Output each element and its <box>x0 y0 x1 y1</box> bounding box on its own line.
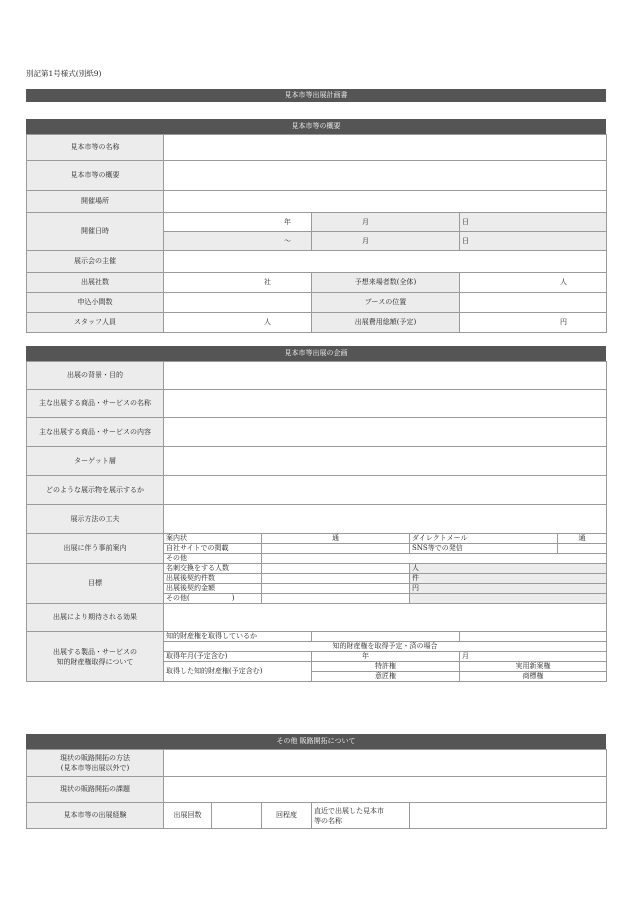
design-checkbox[interactable]: 意匠権 <box>312 672 460 682</box>
ip-has-label: 知的財産権を取得しているか <box>164 632 312 642</box>
cards-field[interactable] <box>262 564 410 574</box>
name-field[interactable] <box>164 135 607 161</box>
goal-other-blank <box>410 594 607 604</box>
recent-label <box>312 803 410 829</box>
direct-mail-unit: 通 <box>578 534 586 542</box>
exhibits-label: どのような展示物を展示するか <box>27 476 164 505</box>
ip-has-field[interactable] <box>312 632 460 642</box>
direct-mail-field[interactable] <box>558 534 607 544</box>
current-method-label <box>27 750 164 777</box>
day-unit-2: 日 <box>462 236 469 245</box>
issues-label: 現状の販路開拓の課題 <box>27 777 164 803</box>
venue-label: 開催場所 <box>27 191 164 213</box>
visitors-unit: 人 <box>560 278 567 286</box>
contracts-label: 出展後契約件数 <box>164 574 262 584</box>
venue-field[interactable] <box>164 191 607 213</box>
exhibitors-field[interactable] <box>164 273 312 293</box>
recent-field[interactable] <box>410 803 607 829</box>
name-label: 見本市等の名称 <box>27 135 164 161</box>
end-day[interactable] <box>460 232 607 251</box>
booths-field[interactable] <box>164 293 312 313</box>
experience-label: 見本市等の出展経験 <box>27 803 164 829</box>
cards-label: 名刺交換をする人数 <box>164 564 262 574</box>
amount-label: 出展後契約金額 <box>164 584 262 594</box>
website-field[interactable] <box>262 544 410 554</box>
exhibits-field[interactable] <box>164 476 607 505</box>
booth-position-field[interactable] <box>460 293 607 313</box>
other-section <box>26 734 606 829</box>
page-title: 見本市等出展計画書 <box>26 89 606 102</box>
notice-label: 出展に伴う事前案内 <box>27 534 164 564</box>
issues-field[interactable] <box>164 777 607 803</box>
display-method-label: 展示方法の工夫 <box>27 505 164 534</box>
background-label: 出展の背景・目的 <box>27 362 164 390</box>
tilde: 〜 <box>284 236 291 245</box>
main-products-name-label: 主な出展する商品・サービスの名称 <box>27 390 164 418</box>
display-method-field[interactable] <box>164 505 607 534</box>
ip-year-field[interactable] <box>312 652 460 662</box>
sns-field[interactable] <box>558 544 607 554</box>
end-month[interactable] <box>312 232 460 251</box>
start-month[interactable] <box>312 213 460 232</box>
staff-label: スタッフ人員 <box>27 313 164 333</box>
invitation-label: 案内状 <box>164 534 262 544</box>
recent-line-1: 直近で出展した見本市 <box>314 806 384 815</box>
count-unit: 回程度 <box>262 803 312 829</box>
plan-table <box>26 361 607 682</box>
other-notice-label: その他 <box>164 554 262 564</box>
ip-acquired-label: 取得した知的財産権(予定含む) <box>164 662 312 682</box>
goal-other-label: その他( ) <box>164 594 262 604</box>
summary-label: 見本市等の概要 <box>27 161 164 191</box>
cost-field[interactable] <box>460 313 607 333</box>
year-unit: 年 <box>284 217 291 226</box>
day-unit: 日 <box>462 217 469 226</box>
plan-section <box>26 346 606 682</box>
direct-mail-label: ダイレクトメール <box>410 534 558 544</box>
date-label: 開催日時 <box>27 213 164 251</box>
amount-unit: 円 <box>410 584 607 594</box>
invitation-unit: 通 <box>332 534 339 542</box>
start-day[interactable] <box>460 213 607 232</box>
current-method-field[interactable] <box>164 750 607 777</box>
count-field[interactable] <box>212 803 262 829</box>
start-year[interactable] <box>164 213 312 232</box>
staff-unit: 人 <box>264 318 271 326</box>
target-label: ターゲット層 <box>27 447 164 476</box>
booth-position-label: ブースの位置 <box>312 293 460 313</box>
patent-checkbox[interactable]: 特許権 <box>312 662 460 672</box>
main-products-content-label: 主な出展する商品・サービスの内容 <box>27 418 164 447</box>
ip-date-label: 取得年月(予定含む) <box>164 652 312 662</box>
ip-label-line-2: 知的財産権取得について <box>56 657 134 666</box>
organizer-label: 展示会の主催 <box>27 251 164 273</box>
cost-unit: 円 <box>560 318 567 326</box>
contracts-unit: 件 <box>410 574 607 584</box>
plan-header: 見本市等出展の企画 <box>26 346 606 361</box>
other-notice-field[interactable] <box>262 554 607 564</box>
end-year[interactable] <box>164 232 312 251</box>
overview-header: 見本市等の概要 <box>26 119 606 134</box>
month-unit: 月 <box>362 217 369 226</box>
ip-month-unit: 月 <box>462 652 469 660</box>
overview-section <box>26 119 606 333</box>
background-field[interactable] <box>164 362 607 390</box>
target-field[interactable] <box>164 447 607 476</box>
month-unit-2: 月 <box>362 236 369 245</box>
exhibitors-label: 出展社数 <box>27 273 164 293</box>
ip-month-field[interactable] <box>460 652 607 662</box>
current-method-line-2: (見本市等出展以外で) <box>60 764 130 772</box>
overview-table <box>26 134 607 333</box>
amount-field[interactable] <box>262 584 410 594</box>
summary-field[interactable] <box>164 161 607 191</box>
visitors-label: 予想来場者数(全体) <box>312 273 460 293</box>
ip-plan-label: 知的財産権を取得予定・済の場合 <box>164 642 607 652</box>
ip-has-field-2[interactable] <box>460 632 607 642</box>
organizer-field[interactable] <box>164 251 607 273</box>
ip-label-line-1: 出展する製品・サービスの <box>53 647 137 656</box>
website-label: 自社サイトでの掲載 <box>164 544 262 554</box>
cost-label: 出展費用総額(予定) <box>312 313 460 333</box>
booths-label: 申込小間数 <box>27 293 164 313</box>
main-products-name-field[interactable] <box>164 390 607 418</box>
main-products-content-field[interactable] <box>164 418 607 447</box>
recent-line-2: 等の名称 <box>314 816 342 825</box>
invitation-field[interactable] <box>262 534 410 544</box>
sns-label: SNS等での発信 <box>410 544 558 554</box>
cards-unit: 人 <box>410 564 607 574</box>
effect-label: 出展により期待される効果 <box>27 604 164 632</box>
ip-year-unit: 年 <box>362 652 369 660</box>
count-label: 出展回数 <box>164 803 212 829</box>
other-table <box>26 749 607 829</box>
form-id: 別記第1号様式(別紙9) <box>26 69 102 78</box>
effect-field[interactable] <box>164 604 607 632</box>
trademark-checkbox[interactable]: 商標権 <box>460 672 607 682</box>
staff-field[interactable] <box>164 313 312 333</box>
other-header: その他 販路開拓について <box>26 734 606 749</box>
utility-checkbox[interactable]: 実用新案権 <box>460 662 607 672</box>
visitors-field[interactable] <box>460 273 607 293</box>
exhibitors-unit: 社 <box>264 278 271 286</box>
current-method-line-1: 現状の販路開拓の方法 <box>60 754 130 762</box>
ip-label <box>27 632 164 682</box>
goal-other-field[interactable] <box>262 594 410 604</box>
goal-label: 目標 <box>27 564 164 604</box>
contracts-field[interactable] <box>262 574 410 584</box>
